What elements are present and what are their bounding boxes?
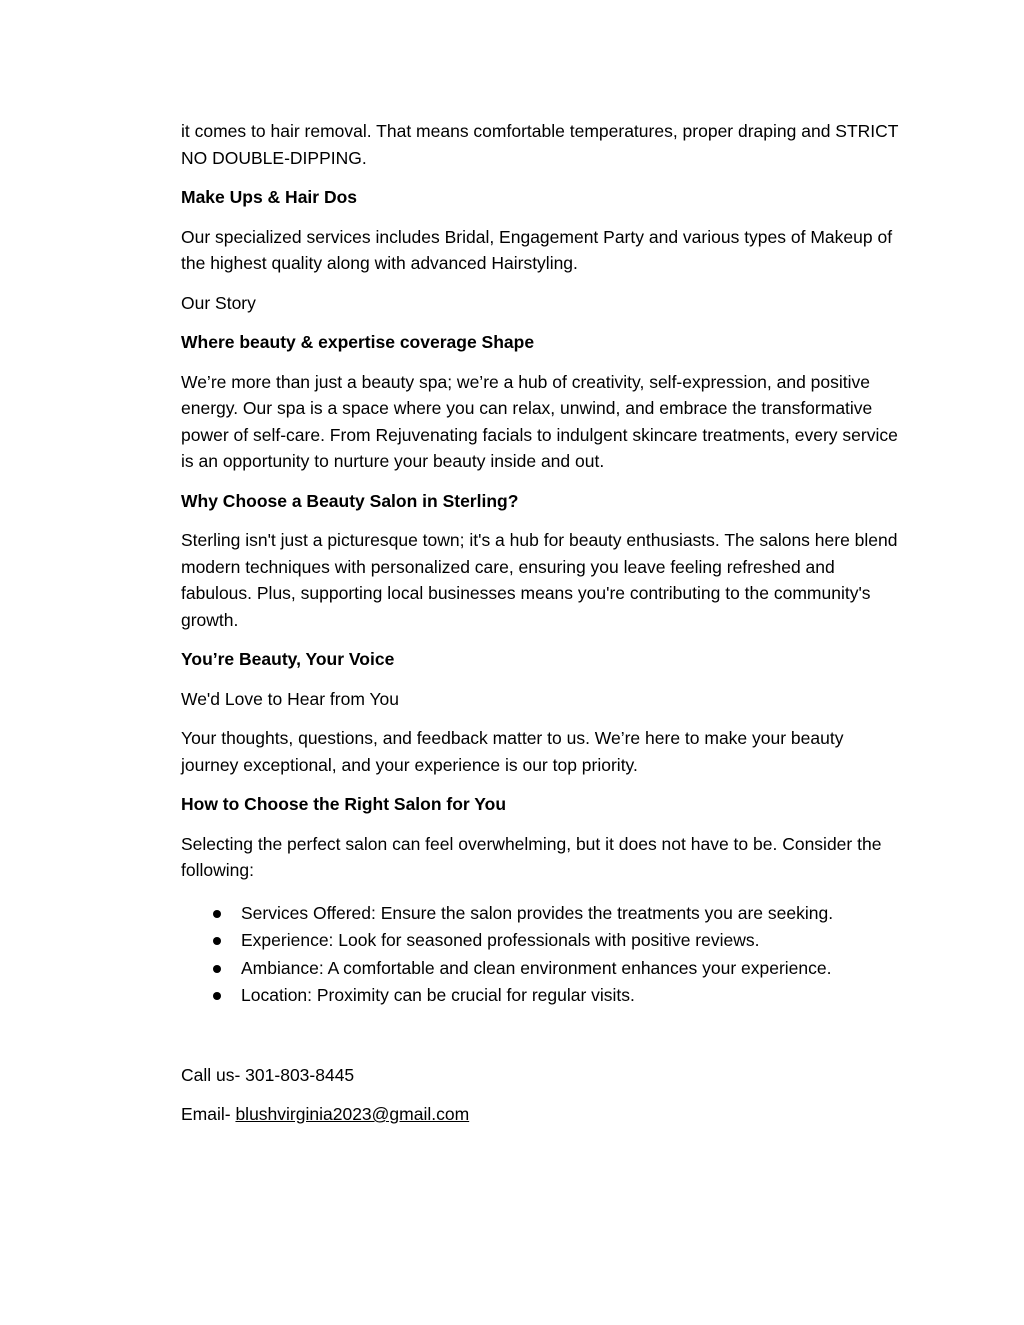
bullet-dot-icon: [213, 937, 221, 945]
email-label: Email-: [181, 1104, 236, 1124]
list-item-text: Ambiance: A comfortable and clean environment enhances your experience.: [241, 957, 832, 978]
makeup-paragraph: Our specialized services includes Bridal, Engagement Party and various types of Makeup of the highest quality along with advanced Hairstyling.: [181, 226, 893, 273]
bullet-dot-icon: [213, 965, 221, 973]
bullet-dot-icon: [213, 992, 221, 1000]
story-heading: Where beauty & expertise coverage Shape: [181, 332, 535, 352]
document-page: [181, 118, 901, 1141]
list-item-text: Experience: Look for seasoned professionals with positive reviews.: [241, 930, 760, 950]
list-item-text: Services Offered: Ensure the salon provides the treatments you are seeking.: [241, 902, 834, 923]
list-item: [181, 982, 901, 1010]
story-paragraph: We’re more than just a beauty spa; we’re a hub of creativity, self-expression, and positive energy. Our spa is a space where you can relax, unwind, and embrace the transformative power of self-care. From Rejuvenating facials to indulgent skincare treatments, every service is an opportunity to nurture your beauty inside and out.: [181, 371, 898, 471]
list-item: [181, 900, 901, 928]
spacer: [181, 1010, 901, 1062]
choose-heading: How to Choose the Right Salon for You: [181, 794, 507, 814]
why-paragraph: Sterling isn't just a picturesque town; it's a hub for beauty enthusiasts. The salons here blend modern techniques with personalized care, ensuring you leave feeling refreshed and fabulous. Plus, supporting local businesses means you're contributing to the community's growth.: [181, 530, 898, 630]
intro-paragraph: it comes to hair removal. That means comfortable temperatures, proper draping and STRICT NO DOUBLE-DIPPING.: [181, 121, 899, 168]
call-line: Call us- 301-803-8445: [181, 1064, 355, 1085]
voice-paragraph: Your thoughts, questions, and feedback matter to us. We’re here to make your beauty journey exceptional, and your experience is our top priority.: [181, 728, 844, 775]
story-label: Our Story: [181, 292, 256, 313]
list-item: [181, 927, 901, 955]
voice-heading: You’re Beauty, Your Voice: [181, 649, 395, 669]
why-heading: Why Choose a Beauty Salon in Sterling?: [181, 490, 519, 511]
list-item: [181, 955, 901, 983]
email-link[interactable]: blushvirginia2023@gmail.com: [235, 1104, 470, 1124]
bullet-dot-icon: [213, 910, 221, 918]
voice-subheading: We'd Love to Hear from You: [181, 688, 400, 709]
choose-paragraph: Selecting the perfect salon can feel overwhelming, but it does not have to be. Consider the following:: [181, 833, 882, 880]
email-line: [181, 1101, 901, 1128]
bullet-list: [181, 900, 901, 1010]
list-item-text: Location: Proximity can be crucial for regular visits.: [241, 985, 635, 1005]
makeup-heading: Make Ups & Hair Dos: [181, 187, 358, 207]
